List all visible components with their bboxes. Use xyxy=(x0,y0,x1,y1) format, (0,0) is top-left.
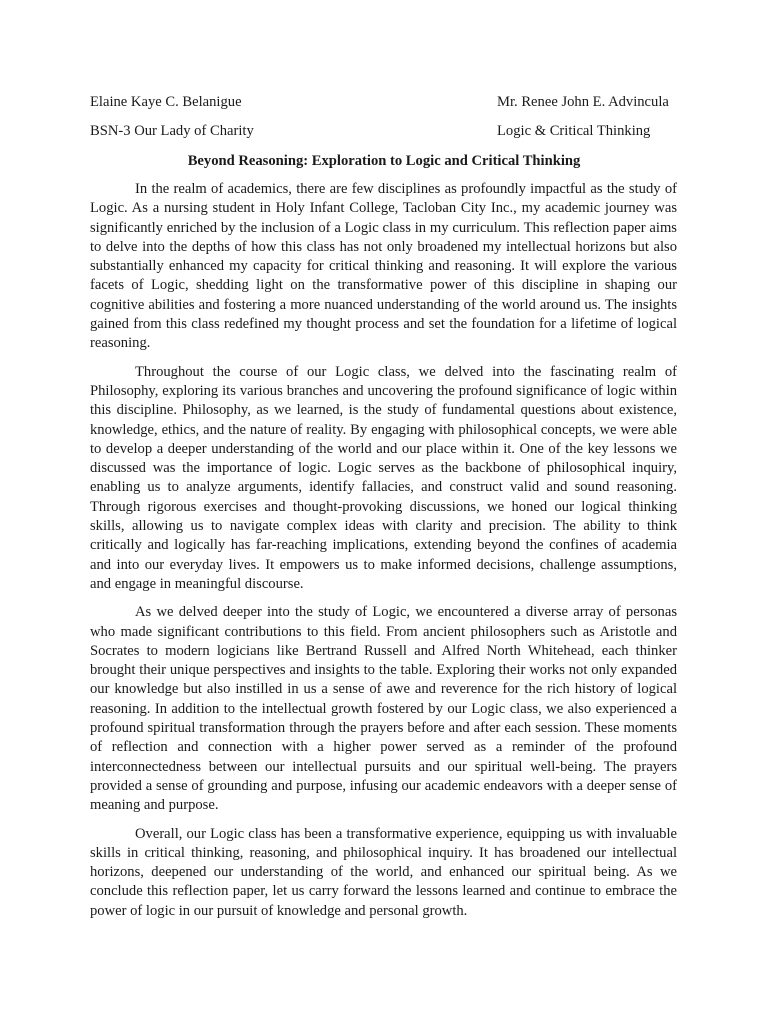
document-title: Beyond Reasoning: Exploration to Logic and Critical Thinking xyxy=(187,153,581,169)
header-row-course xyxy=(90,121,690,141)
instructor-name: Mr. Renee John E. Advincula xyxy=(497,94,669,110)
paragraph-3: As we delved deeper into the study of Logic, we encountered a diverse array of personas who made significant contributions to this field. From ancient philosophers such as Aristotle and Socrates to modern logicians like Bertrand Russell and Alfred North Whitehead, each thinker brought their unique perspectives and insights to the table. Exploring their works not only expanded our knowledge but also instilled in us a sense of awe and reverence for the rich history of logical reasoning. In addition to the intellectual growth fostered by our Logic class, we also experienced a profound spiritual transformation through the prayers before and after each session. These moments of reflection and connection with a higher power served as a reminder of the profound interconnectedness between our intellectual pursuits and our spiritual well-being. The prayers provided a sense of grounding and purpose, infusing our academic endeavors with a deeper sense of meaning and purpose. xyxy=(90,604,677,814)
student-name: Elaine Kaye C. Belanigue xyxy=(90,94,242,110)
paragraph-4: Overall, our Logic class has been a transformative experience, equipping us with invaluable skills in critical thinking, reasoning, and philosophical inquiry. It has broadened our intellectual horizons, deepened our understanding of the world, and enhanced our spiritual being. As we conclude this reflection paper, let us carry forward the lessons learned and continue to embrace the power of logic in our pursuit of knowledge and personal growth. xyxy=(90,825,677,919)
paragraph-2: Throughout the course of our Logic class, we delved into the fascinating realm of Philosophy, exploring its various branches and uncovering the profound significance of logic within this discipline. Philosophy, as we learned, is the study of fundamental questions about existence, knowledge, ethics, and the nature of reality. By engaging with philosophical concepts, we were able to develop a deeper understanding of the world and our place within it. One of the key lessons we discussed was the importance of logic. Logic serves as the backbone of philosophical inquiry, enabling us to analyze arguments, identify fallacies, and construct valid and sound reasoning. Through rigorous exercises and thought-provoking discussions, we honed our logical thinking skills, allowing us to navigate complex ideas with clarity and precision. The ability to think critically and logically has far-reaching implications, extending beyond the confines of academia and into our everyday lives. It empowers us to make informed decisions, challenge assumptions, and engage in meaningful discourse. xyxy=(90,363,677,592)
paragraph-1: In the realm of academics, there are few disciplines as profoundly impactful as the study of Logic. As a nursing student in Holy Infant College, Tacloban City Inc., my academic journey was significantly enriched by the inclusion of a Logic class in my curriculum. This reflection paper aims to delve into the depths of how this class has not only broadened my intellectual horizons but also substantially enhanced my capacity for critical thinking and reasoning. It will explore the various facets of Logic, shedding light on the transformative power of this discipline in shaping our cognitive abilities and fostering a more nuanced understanding of the world around us. The insights gained from this class redefined my thought process and set the foundation for a lifetime of logical reasoning. xyxy=(90,181,677,352)
student-section: BSN-3 Our Lady of Charity xyxy=(90,123,254,139)
document-body xyxy=(90,180,677,930)
header-row-names xyxy=(90,92,690,112)
course-name: Logic & Critical Thinking xyxy=(497,123,651,139)
